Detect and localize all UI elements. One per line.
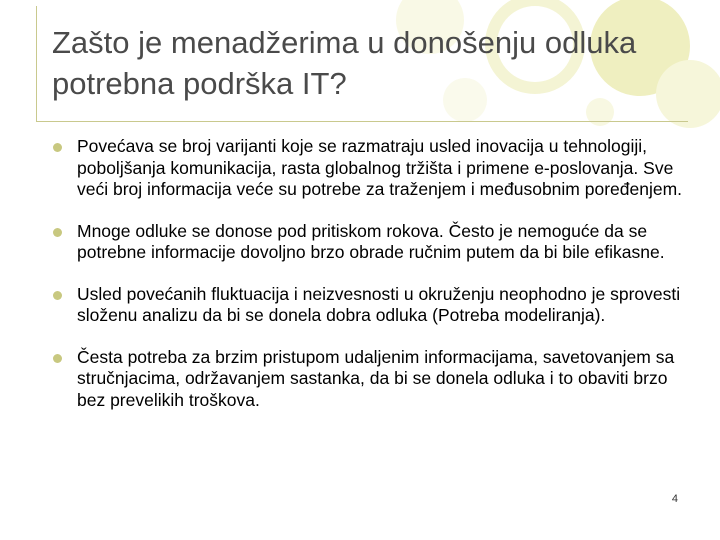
list-item <box>52 284 682 327</box>
bullet-text: Usled povećanih fluktuacija i neizvesnosti u okruženju neophodno je sprovesti složenu analizu da bi se donela dobra odluka (Potreba modeliranja). <box>77 283 681 325</box>
list-item <box>52 221 682 264</box>
list-item <box>52 347 682 412</box>
slide-title: Zašto je menadžerima u donošenju odluka potrebna podrška IT? <box>52 25 637 101</box>
bullet-text: Mnoge odluke se donose pod pritiskom rokova. Često je nemoguće da se potrebne informacije dovoljno brzo obrade ručnim putem da bi bile efikasne. <box>77 220 665 262</box>
bullet-icon <box>53 354 62 363</box>
bullet-list <box>52 136 682 431</box>
bullet-text: Povećava se broj varijanti koje se razmatraju usled inovacija u tehnologiji, poboljšanja komunikacija, rasta globalnog tržišta i primene e-poslovanja. Sve veći broj informacija veće su potrebe za traženjem i međusobnim poređenjem. <box>77 136 683 199</box>
bullet-icon <box>53 228 62 237</box>
bullet-text: Česta potreba za brzim pristupom udaljenim informacijama, savetovanjem sa stručnjacima, održavanjem sastanka, da bi se donela odluka i to obaviti brzo bez prevelikih troškova. <box>77 346 675 410</box>
bullet-icon <box>53 291 62 300</box>
bullet-icon <box>53 143 62 152</box>
list-item <box>52 136 682 201</box>
page-number: 4 <box>671 493 678 505</box>
